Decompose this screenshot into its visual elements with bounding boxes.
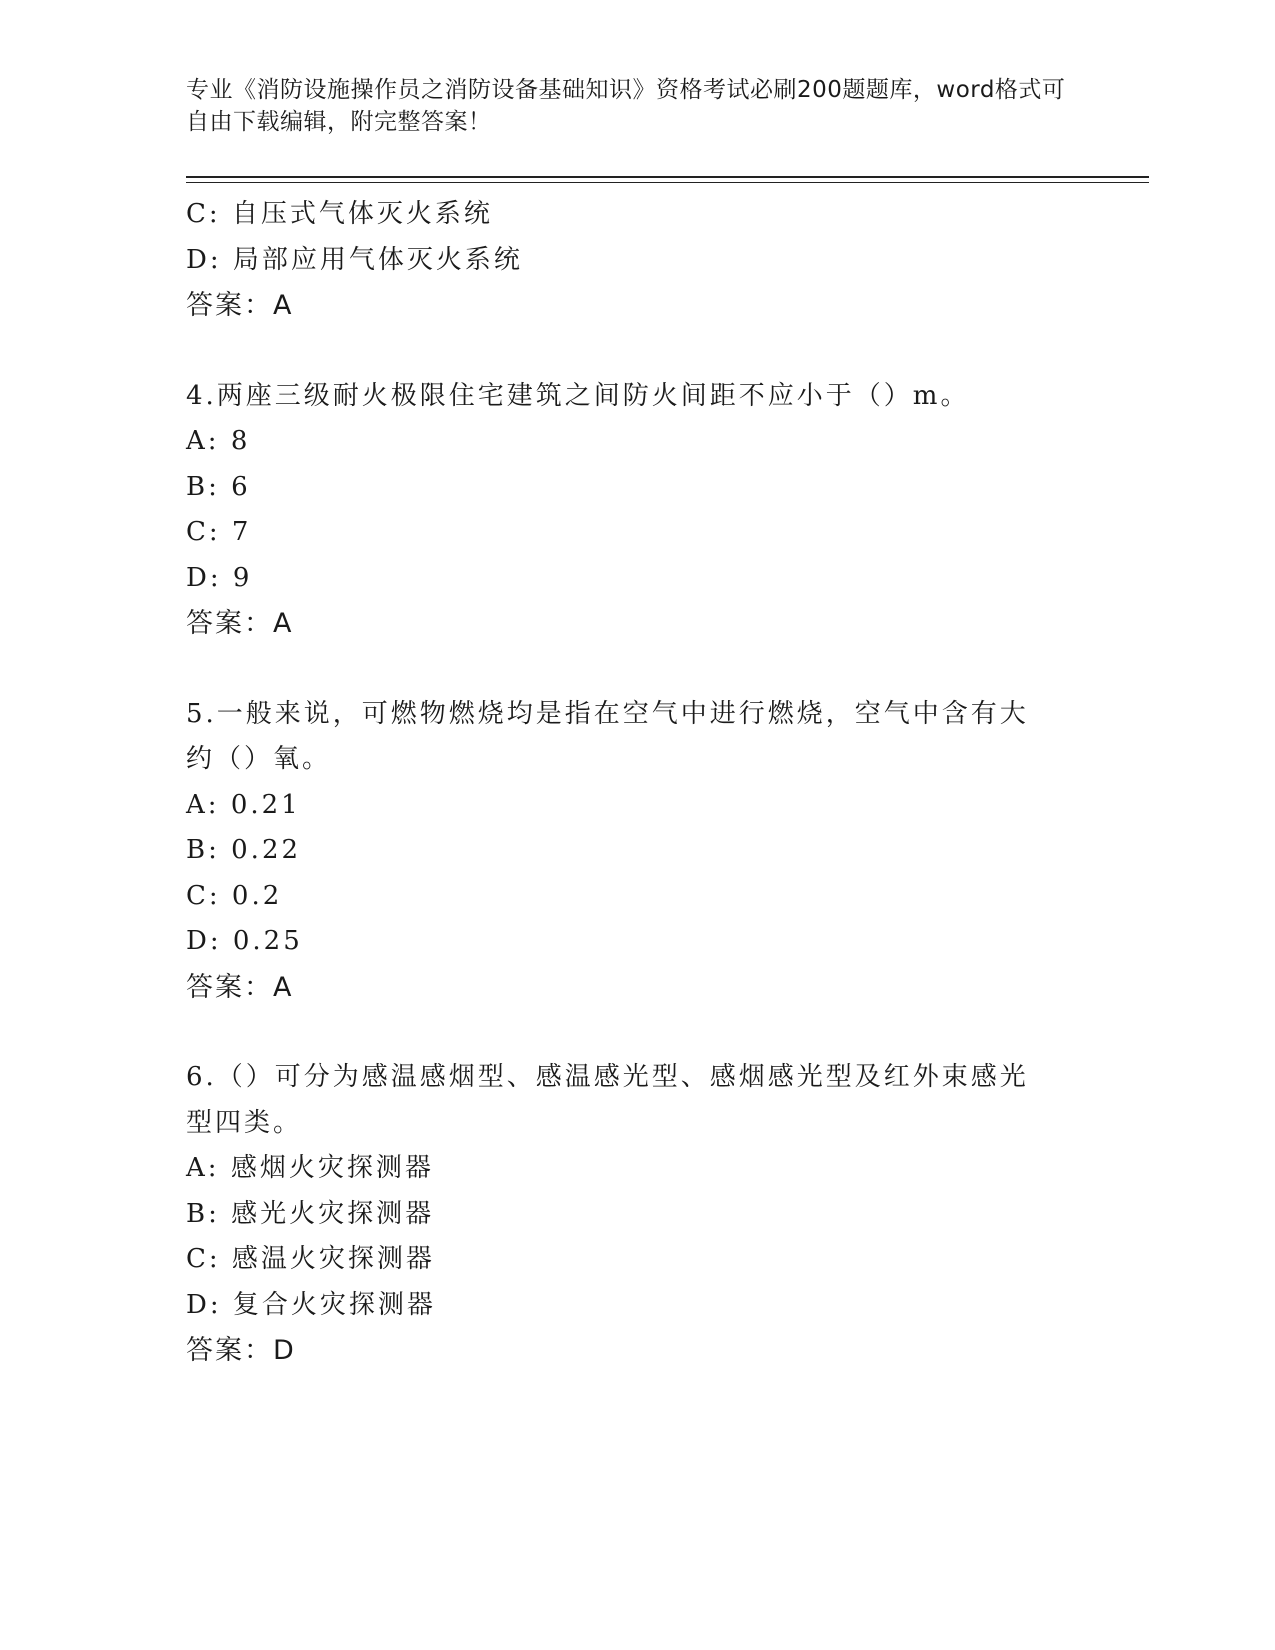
answer-line: 答案：D (186, 1335, 296, 1366)
header-rule-thick (186, 176, 1149, 178)
answer-line: 答案：A (186, 608, 294, 639)
document-header: 专业《消防设施操作员之消防设备基础知识》资格考试必刷200题题库，word格式可自由下载编辑，附完整答案！ (186, 77, 1066, 135)
spacer (186, 1010, 1086, 1055)
answer-line: 答案：A (186, 971, 294, 1003)
option-label: B: (186, 471, 220, 502)
option-b (186, 465, 1086, 511)
question-text: 4.两座三级耐火极限住宅建筑之间防火间距不应小于（）m。 (186, 380, 970, 411)
option-text: 0.22 (231, 835, 302, 865)
question-5 (186, 692, 1086, 1011)
option-label: A: (186, 789, 220, 820)
option-label: C: (186, 880, 221, 911)
option-b (186, 1192, 1086, 1238)
option-text: 0.25 (232, 926, 303, 956)
question-text: 5.一般来说，可燃物燃烧均是指在空气中进行燃烧，空气中含有大约（）氧。 (186, 698, 1029, 774)
option-text: 8 (230, 426, 251, 456)
option-b (186, 828, 1086, 874)
option-c (186, 510, 1086, 556)
option-label: D: (186, 1289, 222, 1320)
option-label: B: (186, 1198, 220, 1229)
option-label: B: (186, 835, 220, 865)
spacer (186, 329, 1086, 374)
answer-line: 答案：A (186, 290, 294, 321)
option-d (186, 1283, 1086, 1329)
question-3-tail (186, 192, 1086, 329)
option-label: C: (186, 1244, 221, 1274)
option-c (186, 874, 1086, 920)
option-text: 感光火灾探测器 (231, 1198, 435, 1229)
question-6 (186, 1055, 1086, 1374)
option-label: C: (186, 199, 221, 229)
option-a (186, 783, 1086, 829)
question-text: 6.（）可分为感温感烟型、感温感光型、感烟感光型及红外束感光型四类。 (186, 1062, 1029, 1138)
option-text: 6 (231, 471, 251, 502)
option-d (186, 919, 1086, 965)
option-c (186, 192, 1086, 238)
option-text: 感温火灾探测器 (231, 1244, 435, 1274)
question-list (186, 192, 1086, 1374)
option-d (186, 238, 1086, 284)
option-text: 自压式气体灭火系统 (231, 199, 493, 229)
option-text: 局部应用气体灭火系统 (232, 244, 523, 275)
option-label: D: (186, 562, 222, 593)
option-text: 复合火灾探测器 (232, 1289, 436, 1320)
option-label: A: (186, 1153, 220, 1183)
option-label: D: (186, 244, 222, 275)
option-text: 7 (231, 517, 252, 547)
option-label: D: (186, 926, 222, 956)
option-text: 0.2 (231, 880, 283, 911)
option-label: C: (186, 517, 221, 547)
option-label: A: (186, 426, 220, 456)
option-d (186, 556, 1086, 602)
option-c (186, 1237, 1086, 1283)
question-4 (186, 374, 1086, 647)
option-text: 感烟火灾探测器 (230, 1153, 434, 1183)
option-text: 9 (232, 562, 253, 593)
option-a (186, 419, 1086, 465)
header-rule-thin (186, 182, 1149, 183)
option-text: 0.21 (230, 789, 301, 820)
spacer (186, 647, 1086, 692)
option-a (186, 1146, 1086, 1192)
